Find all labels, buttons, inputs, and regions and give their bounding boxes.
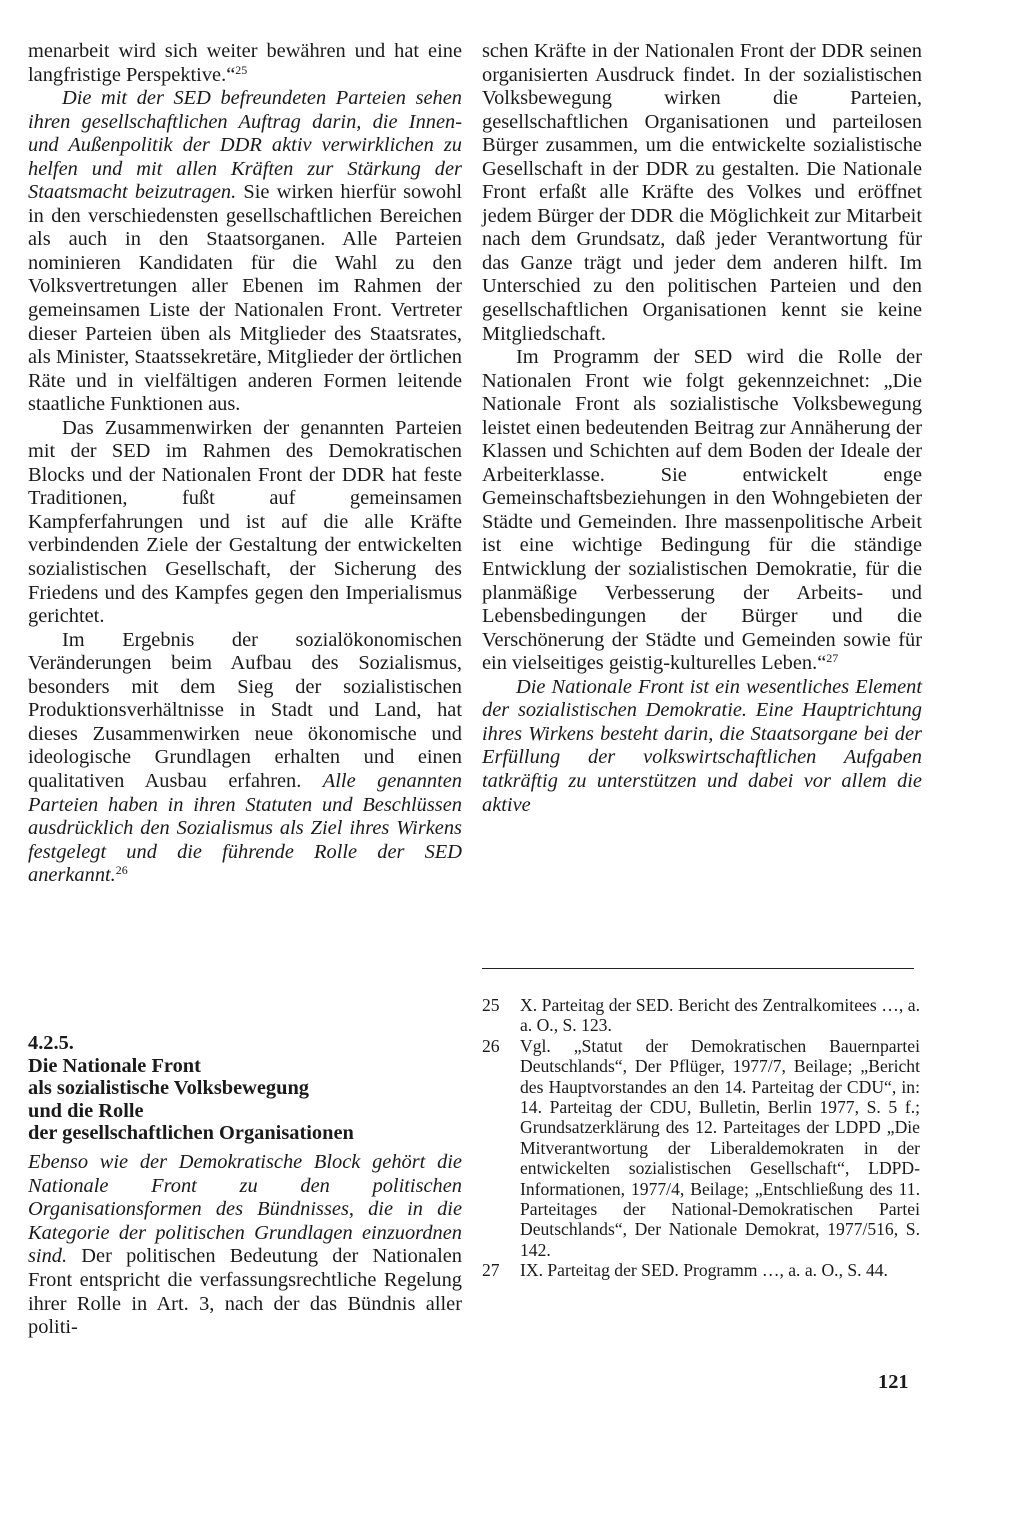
footnote-text: X. Parteitag der SED. Bericht des Zentralkomitees …, a. a. O., S. 123. (520, 995, 920, 1036)
footnote-number: 27 (482, 1260, 500, 1281)
section-title-line: als sozialistische Volksbewegung (28, 1077, 309, 1099)
paragraph: Im Programm der SED wird die Rolle der Nationalen Front wie folgt gekennzeichnet: „Die Nationale Front als sozialistische Volksbewegung leistet einen bedeutenden Beitrag zur Annäherung der Klassen und Schichten auf dem Boden der Ideale der Arbeiterklasse. Sie entwickelt enge Gemeinschaftsbeziehungen in den Wohngebieten der Städte und Gemeinden. Ihre massenpolitische Arbeit ist eine wichtige Bedingung für die ständige Entwicklung der sozialistischen Demokratie, für die planmäßige Verbesserung der Arbeits- und Lebensbedingungen der Bürger und die Verschönerung der Städte und Gemeinden sowie für ein vielseitiges geistig-kulturelles Leben.“$^{27}$ (482, 346, 922, 675)
footnote-reference: 25 (235, 62, 248, 77)
paragraph: Die Nationale Front ist ein wesentliches Element der sozialistischen Demokratie. Eine Hauptrichtung ihres Wirkens besteht darin, die Staatsorgane bei der Erfüllung der volkswirtschaftlichen Aufgaben tatkräftig zu unterstützen und dabei vor allem die aktive (482, 675, 922, 816)
left-column (28, 40, 462, 888)
footnote-reference: 27 (826, 651, 839, 666)
footnotes (482, 995, 920, 1281)
paragraph: Im Ergebnis der sozialökonomischen Veränderungen beim Aufbau des Sozialismus, besonders mit dem Sieg der sozialistischen Produktionsverhältnisse in Stadt und Land, hat dieses Zusammenwirken neue ökonomische und ideologische Grundlagen erhalten und einen qualitativen Ausbau erfahren. Alle genannten Parteien haben in ihren Statuten und Beschlüssen ausdrücklich den Sozialismus als Ziel ihres Wirkens festgelegt und die führende Rolle der SED anerkannt.$^{26}$ (28, 628, 463, 887)
page-number: 121 (878, 1371, 909, 1393)
footnote (482, 1260, 920, 1280)
paragraph: Die mit der SED befreundeten Parteien sehen ihren gesellschaftlichen Auftrag darin, die Innen- und Außenpolitik der DDR aktiv verwirklichen zu helfen und mit allen Kräften zur Stärkung der Staatsmacht beizutragen. Sie wirken hierfür sowohl in den verschiedensten gesellschaftlichen Bereichen als auch in den Staatsorganen. Alle Parteien nominieren Kandidaten für die Wahl zu den Volksvertretungen aller Ebenen im Rahmen der gemeinsamen Liste der Nationalen Front. Vertreter dieser Parteien üben als Mitglieder des Staatsrates, als Minister, Staatssekretäre, Mitglieder der örtlichen Räte und in vielfältigen anderen Formen leitende staatliche Funktionen aus. (28, 87, 462, 416)
section-title-line: Die Nationale Front (28, 1054, 201, 1077)
section-title-line: und die Rolle (28, 1099, 144, 1122)
paragraph: Ebenso wie der Demokratische Block gehört die Nationale Front zu den politischen Organisationsformen des Bündnisses, die in die Kategorie der politischen Grundlagen einzuordnen sind. Der politischen Bedeutung der Nationalen Front entspricht die verfassungsrechtliche Regelung ihrer Rolle in Art. 3, nach der das Bündnis aller politi- (28, 1151, 462, 1339)
section-number: 4.2.5. (28, 1032, 74, 1054)
right-column (482, 40, 922, 817)
footnote-reference: 26 (115, 863, 128, 878)
paragraph: Das Zusammenwirken der genannten Parteien mit der SED im Rahmen des Demokratischen Blocks und der Nationalen Front der DDR hat feste Traditionen, fußt auf gemeinsamen Kampferfahrungen und ist auf die alle Kräfte verbindenden Ziele der Gestaltung der entwickelten sozialistischen Gesellschaft, der Sicherung des Friedens und des Kampfes gegen den Imperialismus gerichtet. (28, 416, 462, 628)
paragraph: menarbeit wird sich weiter bewähren und hat eine langfristige Perspektive.“$^{25}$ (28, 40, 462, 86)
footnote-number: 26 (482, 1035, 500, 1056)
section-title-line: der gesellschaftlichen Organisationen (28, 1122, 354, 1144)
footnote (482, 995, 920, 1036)
footnote (482, 1036, 920, 1260)
section-heading (28, 1032, 462, 1145)
footnote-divider (482, 968, 914, 969)
footnote-text: Vgl. „Statut der Demokratischen Bauernpartei Deutschlands“, Der Pflüger, 1977/7, Beilage; „Bericht des Hauptvorstandes an den 14. Parteitag der CDU“, in: 14. Parteitag der CDU, Bulletin, Berlin 1977, S. 5 f.; Grundsatzerklärung des 12. Parteitages der LDPD „Die Mitverantwortung der Liberaldemokraten in der entwickelten sozialistischen Gesellschaft“, LDPD-Informationen, 1977/4, Beilage; „Entschließung des 11. Parteitages der National-Demokratischen Partei Deutschlands“, Der Nationale Demokrat, 1977/516, S. 142. (520, 1035, 920, 1260)
footnote-number: 25 (482, 995, 500, 1015)
footnote-text: IX. Parteitag der SED. Programm …, a. a. O., S. 44. (520, 1260, 888, 1281)
section-body (28, 1151, 462, 1340)
paragraph: schen Kräfte in der Nationalen Front der DDR seinen organisierten Ausdruck findet. In der sozialistischen Volksbewegung wirken die Parteien, gesellschaftlichen Organisationen und parteilosen Bürger zusammen, um die entwickelte sozialistische Gesellschaft in der DDR zu gestalten. Die Nationale Front erfaßt alle Kräfte des Volkes und eröffnet jedem Bürger der DDR die Möglichkeit zur Mitarbeit nach dem Grundsatz, daß jeder Verantwortung für das Ganze trägt und jeder dem anderen hilft. Im Unterschied zu den politischen Parteien und den gesellschaftlichen Organisationen kennt sie keine Mitgliedschaft. (482, 40, 922, 345)
